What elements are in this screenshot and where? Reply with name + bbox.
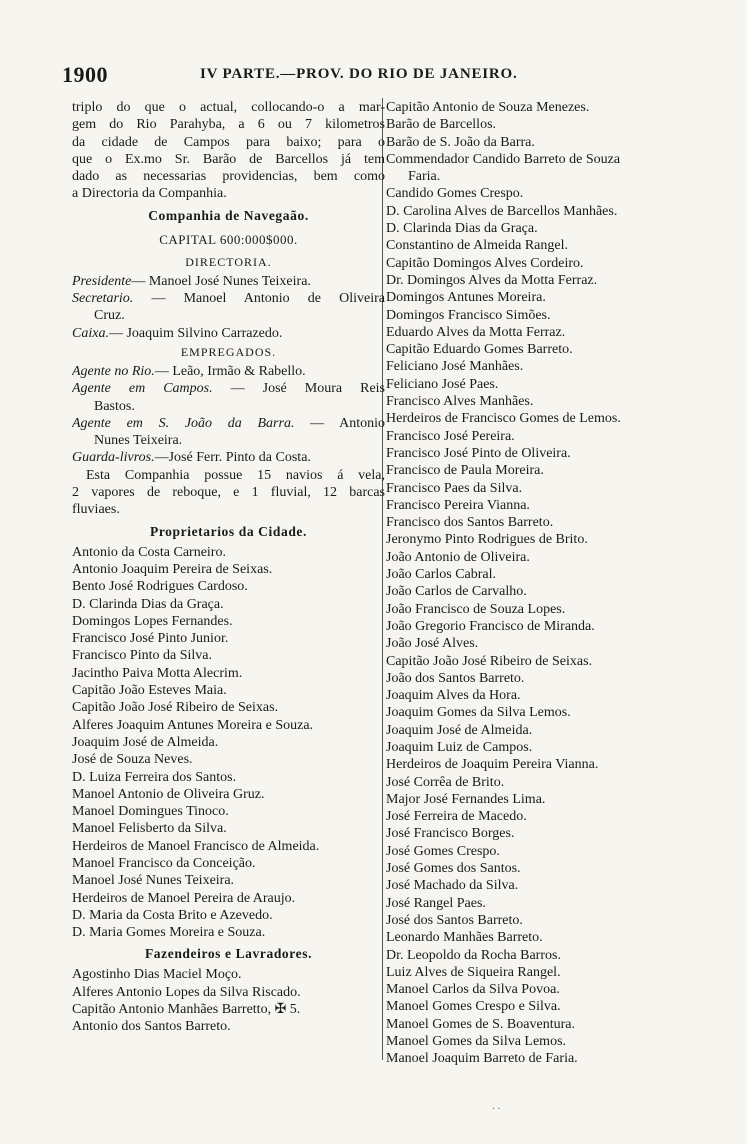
list-item: José dos Santos Barreto. [386, 912, 523, 928]
proprietarios-list [72, 544, 385, 942]
text-line: da cidade de Campos para baixo; para o [72, 134, 385, 150]
role-label: Guarda-livros. [72, 450, 155, 466]
right-column [386, 99, 709, 1068]
list-item [72, 325, 385, 342]
list-item: D. Clarinda Dias da Graça. [386, 221, 538, 237]
role-label: Agente em S. João da Barra. [72, 415, 295, 431]
list-item: Alferes Joaquim Antunes Moreira e Souza. [72, 717, 314, 733]
list-item: Joaquim José de Almeida. [72, 734, 219, 750]
list-item: Herdeiros de Joaquim Pereira Vianna. [386, 757, 599, 773]
list-item: Manoel Gomes da Silva Lemos. [386, 1034, 567, 1050]
page-header [62, 62, 702, 86]
list-item: Antonio da Costa Carneiro. [72, 544, 226, 560]
list-item: João Gregorio Francisco de Miranda. [386, 618, 595, 634]
fazendeiros-list [72, 966, 385, 1035]
empregados-heading: EMPREGADOS. [180, 344, 277, 359]
page-number: 1900 [62, 62, 108, 87]
text-line: que o Ex.mo Sr. Barão de Barcellos já tem [72, 151, 385, 167]
list-item: José Corrêa de Brito. [386, 774, 505, 790]
text-line: triplo do que o actual, collocando-o a mar- [72, 100, 385, 115]
list-item: Francisco Alves Manhães. [386, 394, 534, 410]
list-item: José Francisco Borges. [386, 826, 515, 842]
list-item: Capitão Domingos Alves Cordeiro. [386, 255, 584, 271]
list-item-continuation: Nunes Teixeira. [94, 433, 183, 449]
list-item: Feliciano José Manhães. [386, 359, 524, 375]
list-item: João Francisco de Souza Lopes. [386, 601, 566, 617]
list-item: Jacintho Paiva Motta Alecrim. [72, 665, 243, 681]
list-item: Constantino de Almeida Rangel. [386, 238, 568, 254]
role-label: Agente em Campos. [72, 381, 213, 397]
role-holder: — José Moura Reis [230, 381, 385, 397]
directoria-list [72, 273, 385, 342]
list-item [72, 290, 385, 307]
list-item: Agostinho Dias Maciel Moço. [72, 967, 242, 983]
text-line: fluviaes. [72, 502, 120, 518]
proprietarios-heading: Proprietarios da Cidade. [149, 523, 308, 539]
list-item [72, 363, 385, 380]
list-item: Barão de S. João da Barra. [386, 134, 535, 150]
list-item [72, 380, 385, 397]
text-line: gem do Rio Parahyba, a 6 ou 7 kilometros [72, 117, 385, 133]
list-item: Jeronymo Pinto Rodrigues de Brito. [386, 532, 588, 548]
list-item: Domingos Lopes Fernandes. [72, 613, 233, 629]
list-item: José Ferreira de Macedo. [386, 809, 527, 825]
role-holder: — Manoel Antonio de Oliveira [151, 291, 385, 307]
list-item: José Machado da Silva. [386, 878, 519, 894]
role-holder: — Manoel José Nunes Teixeira. [131, 273, 311, 289]
list-item: D. Luiza Ferreira dos Santos. [72, 769, 237, 785]
empregados-list [72, 363, 385, 467]
list-item: Leonardo Manhães Barreto. [386, 930, 543, 946]
list-item: Bento José Rodrigues Cardoso. [72, 579, 248, 595]
text-line: Esta Companhia possue 15 navios á vela, [86, 467, 385, 483]
list-item: José Gomes dos Santos. [386, 861, 521, 877]
list-item: Francisco Pinto da Silva. [72, 648, 212, 664]
list-item: D. Clarinda Dias da Graça. [72, 596, 224, 612]
list-item: Eduardo Alves da Motta Ferraz. [386, 324, 566, 340]
list-item: Capitão Eduardo Gomes Barreto. [386, 342, 573, 358]
list-item: Antonio Joaquim Pereira de Seixas. [72, 561, 273, 577]
list-item: Manoel Gomes Crespo e Silva. [386, 999, 561, 1015]
intro-paragraph [72, 99, 385, 203]
list-item: Herdeiros de Manoel Pereira de Araujo. [72, 890, 296, 906]
list-item: João José Alves. [386, 636, 479, 652]
list-item [72, 415, 385, 432]
list-item: Major José Fernandes Lima. [386, 791, 546, 807]
role-holder: — Joaquim Silvino Carrazedo. [108, 325, 283, 341]
list-item: Herdeiros de Manoel Francisco de Almeida. [72, 838, 320, 854]
list-item-continuation: Cruz. [94, 308, 125, 324]
role-label: Presidente [72, 273, 132, 289]
list-item: Capitão João Esteves Maia. [72, 683, 227, 699]
names-list [386, 99, 709, 1068]
list-item: José Gomes Crespo. [386, 843, 500, 859]
list-item: Dr. Domingos Alves da Motta Ferraz. [386, 272, 598, 288]
list-item: Manoel Domingues Tinoco. [72, 804, 229, 820]
list-item: Joaquim José de Almeida. [386, 722, 533, 738]
list-item: Francisco José Pereira. [386, 428, 515, 444]
list-item: Joaquim Gomes da Silva Lemos. [386, 705, 571, 721]
list-item: Manoel Felisberto da Silva. [72, 821, 227, 837]
fleet-paragraph [72, 467, 385, 519]
list-item: Barão de Barcellos. [386, 117, 497, 133]
page-speck: . . [492, 1100, 501, 1112]
list-item: Manoel Gomes de S. Boaventura. [386, 1016, 575, 1032]
text-line: a Directoria da Companhia. [72, 186, 227, 202]
list-item: Joaquim Alves da Hora. [386, 688, 521, 704]
list-item: Manoel Joaquim Barreto de Faria. [386, 1051, 578, 1067]
list-item: Manoel Carlos da Silva Povoa. [386, 982, 560, 998]
list-item: Antonio dos Santos Barreto. [72, 1019, 231, 1035]
text-line: dado as necessarias providencias, bem como [72, 169, 385, 185]
list-item: Francisco José Pinto Junior. [72, 631, 229, 647]
running-title: IV PARTE.—PROV. DO RIO DE JANEIRO. [200, 66, 518, 82]
list-item: João dos Santos Barreto. [386, 670, 525, 686]
list-item-continuation: Bastos. [94, 398, 135, 414]
capital-line: CAPITAL 600:000$000. [159, 231, 298, 247]
list-item: Francisco Paes da Silva. [386, 480, 523, 496]
list-item: Domingos Francisco Simões. [386, 307, 551, 323]
list-item: Domingos Antunes Moreira. [386, 290, 546, 306]
list-item [72, 449, 385, 466]
list-item: José de Souza Neves. [72, 752, 193, 768]
list-item: João Carlos de Carvalho. [386, 584, 527, 600]
role-holder: — Antonio [310, 415, 385, 431]
list-item: Capitão João José Ribeiro de Seixas. [386, 653, 593, 669]
list-item: Feliciano José Paes. [386, 376, 499, 392]
fazendeiros-heading: Fazendeiros e Lavradores. [144, 946, 313, 962]
role-label: Secretario. [72, 291, 134, 307]
list-item: Herdeiros de Francisco Gomes de Lemos. [386, 411, 621, 427]
company-heading: Companhia de Navegaão. [148, 207, 309, 223]
role-holder: — Leão, Irmão & Rabello. [154, 363, 306, 379]
list-item: José Rangel Paes. [386, 895, 486, 911]
list-item: Capitão Antonio de Souza Menezes. [386, 100, 590, 115]
role-holder: —José Ferr. Pinto da Costa. [154, 450, 311, 466]
list-item: Francisco dos Santos Barreto. [386, 515, 554, 531]
list-item: Candido Gomes Crespo. [386, 186, 524, 202]
list-item: Capitão Antonio Manhães Barretto, ✠ 5. [72, 1002, 301, 1018]
list-item: Capitão João José Ribeiro de Seixas. [72, 700, 279, 716]
role-label: Agente no Rio. [72, 363, 155, 379]
text-line: 2 vapores de reboque, e 1 fluvial, 12 barcas [72, 485, 385, 501]
list-item: Joaquim Luiz de Campos. [386, 739, 533, 755]
list-item: Manoel Antonio de Oliveira Gruz. [72, 786, 265, 802]
list-item: Manoel Francisco da Conceição. [72, 855, 256, 871]
list-item-continuation: Faria. [408, 169, 441, 185]
list-item: D. Maria da Costa Brito e Azevedo. [72, 907, 273, 923]
list-item: Alferes Antonio Lopes da Silva Riscado. [72, 984, 301, 1000]
list-item: D. Carolina Alves de Barcellos Manhães. [386, 203, 618, 219]
list-item: Francisco José Pinto de Oliveira. [386, 445, 571, 461]
list-item: Dr. Leopoldo da Rocha Barros. [386, 947, 561, 963]
list-item: João Antonio de Oliveira. [386, 549, 530, 565]
list-item: Commendador Candido Barreto de Souza [386, 151, 621, 167]
list-item: D. Maria Gomes Moreira e Souza. [72, 925, 266, 941]
list-item: Luiz Alves de Siqueira Rangel. [386, 964, 561, 980]
list-item: João Carlos Cabral. [386, 567, 497, 583]
list-item: Francisco de Paula Moreira. [386, 463, 544, 479]
left-column [72, 99, 385, 1036]
role-label: Caixa. [72, 325, 109, 341]
list-item [72, 273, 385, 290]
directoria-heading: DIRECTORIA. [185, 254, 272, 269]
list-item: Manoel José Nunes Teixeira. [72, 873, 235, 889]
list-item: Francisco Pereira Vianna. [386, 497, 530, 513]
